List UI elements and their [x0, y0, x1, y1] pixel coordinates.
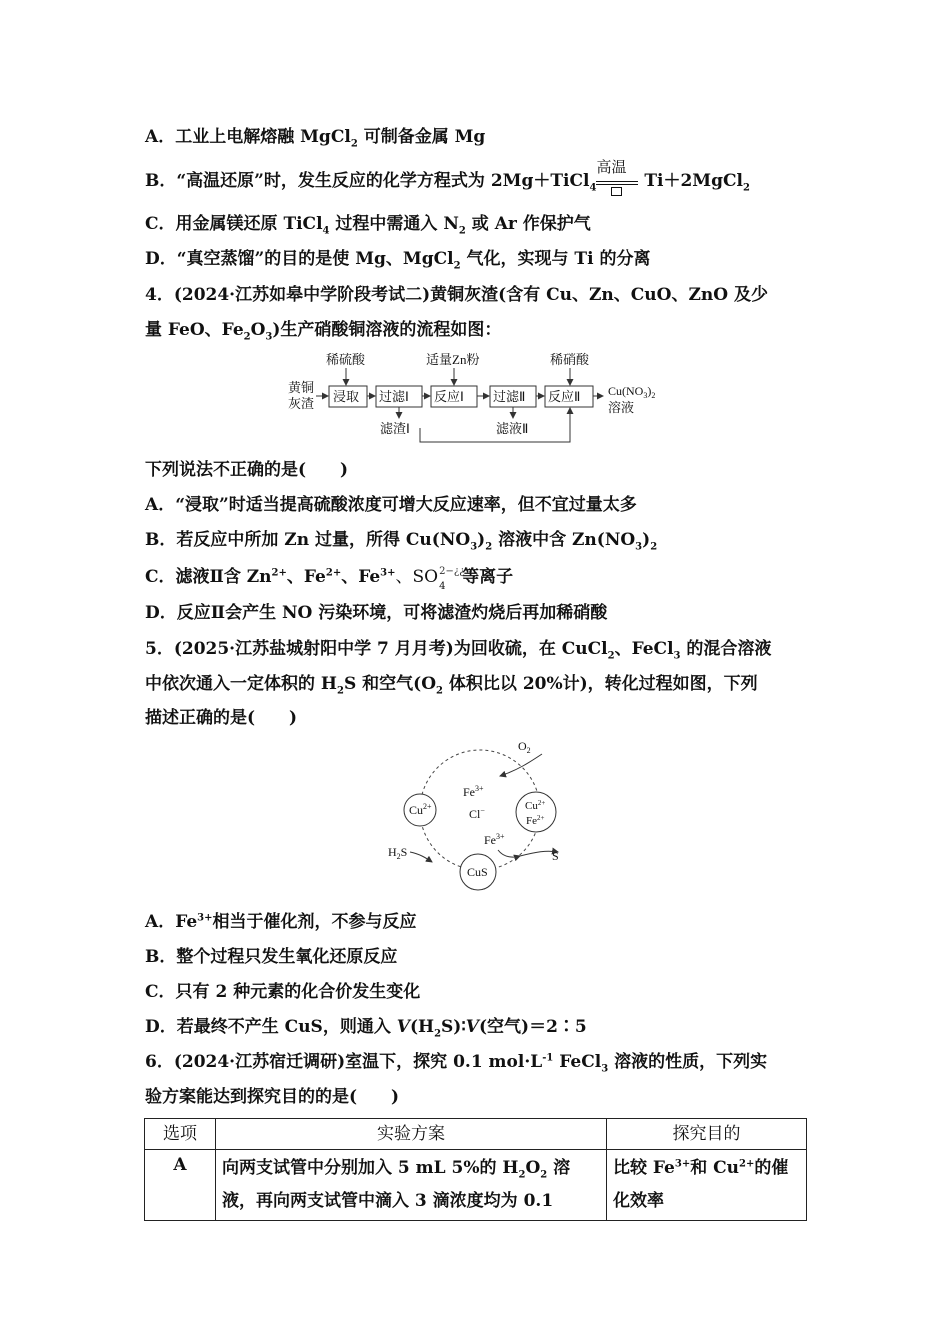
fe3-label-2: $Fe^{3+}$ [484, 832, 505, 847]
raw-material-label-2: 灰渣 [288, 396, 315, 411]
step-label-3: 反应Ⅰ [434, 389, 464, 404]
residue-label-1: 滤渣Ⅰ [380, 421, 410, 436]
q5-option-c: C．只有 2 种元素的化合价发生变化 [145, 982, 421, 1002]
residue-label-2: 滤液Ⅱ [496, 421, 529, 436]
q5-option-a: A．$Fe^{3+}$相当于催化剂，不参与反应 [145, 912, 417, 932]
header-goal: 探究目的 [607, 1119, 807, 1150]
step-label-4: 过滤Ⅱ [493, 389, 526, 404]
o2-label: $O_2$ [518, 739, 531, 755]
q5-option-d: D．若最终不产生 CuS，则通入 $V(H_2S)∶V$(空气)＝2∶5 [145, 1017, 587, 1040]
product-label-1: $Cu(NO_3)_2$ [608, 384, 656, 400]
step-label-2: 过滤Ⅰ [379, 389, 409, 404]
cycle-diagram [380, 732, 580, 897]
q5-option-b: B．整个过程只发生氧化还原反应 [145, 947, 398, 967]
node-cus-label: CuS [467, 865, 488, 879]
reagent-label-1: 稀硫酸 [326, 352, 366, 367]
table-row [145, 1150, 807, 1221]
q5-stem-line1: 5．(2025·江苏盐城射阳中学 7 月月考)为回收硫，在 CuCl$_2$、FeCl$_3$ 的混合溶液 [145, 639, 772, 662]
box-glyph [611, 187, 622, 196]
experiment-table [144, 1118, 807, 1221]
raw-material-label-1: 黄铜 [288, 380, 315, 395]
q6-stem-line1: 6．(2024·江苏宿迁调研)室温下，探究 0.1 $mol\cdot L^{-1}$ FeCl$_3$ 溶液的性质，下列实 [145, 1052, 768, 1075]
product-label-2: 溶液 [608, 400, 635, 415]
header-option: 选项 [145, 1119, 216, 1150]
row-plan: 向两支试管中分别加入 5 mL 5%的 $H_2O_2$ 溶 液，再向两支试管中滴入 3 滴浓度均为 0.1 [216, 1150, 607, 1221]
header-plan: 实验方案 [216, 1119, 607, 1150]
q5-stem-line2: 中依次通入一定体积的 $H_2S$ 和空气($O_2$ 体积比以 20%计)，转化过程如图，下列 [145, 674, 758, 697]
cl-label: Cl− [469, 806, 485, 821]
q3-option-b: B．“高温还原”时，发生反应的化学方程式为 2Mg＋TiCl$_4$ 高温 Ti＋2MgCl$_2$ [145, 170, 750, 192]
s-label: S [552, 849, 559, 863]
q4-stem-line2: 量 FeO、$Fe_2O_3$)生产硝酸铜溶液的流程如图： [145, 320, 502, 343]
fe3-label: $Fe^{3+}$ [463, 784, 484, 799]
q5-stem-line3: 描述正确的是( ) [145, 708, 298, 728]
node-cu-label: $Cu^{2+}$ [409, 802, 432, 817]
row-option: A [145, 1150, 216, 1221]
q4-option-a: A．“浸取”时适当提高硫酸浓度可增大反应速率，但不宜过量太多 [145, 495, 637, 515]
step-label-1: 浸取 [333, 389, 360, 404]
q4-option-b: B．若反应中所加 Zn 过量，所得 $Cu(NO_3)_2$ 溶液中含 $Zn(NO_3)_2$ [145, 530, 658, 553]
step-label-5: 反应Ⅱ [548, 389, 581, 404]
row-goal: 比较 $Fe^{3+}$和 $Cu^{2+}$的催 化效率 [607, 1150, 807, 1221]
node-fe2-label: $Fe^{2+}$ [526, 814, 545, 827]
flow-diagram [280, 348, 680, 448]
q4-option-d: D．反应Ⅱ会产生 NO 污染环境，可将滤渣灼烧后再加稀硝酸 [145, 603, 608, 623]
h2s-label: $H_2S$ [388, 845, 408, 861]
q6-stem-line2: 验方案能达到探究目的的是( ) [145, 1087, 400, 1107]
q4-option-c: C．滤液Ⅱ含 $Zn^{2+}$、$Fe^{2+}$、$Fe^{3+}$、SO 2−¿¿ 4 等离子 [145, 566, 514, 592]
node-cu2-label: $Cu^{2+}$ [525, 799, 546, 812]
q3-option-d: D．“真空蒸馏”的目的是使 Mg、MgCl$_2$ 气化，实现与 Ti 的分离 [145, 249, 651, 272]
reagent-label-3: 稀硝酸 [550, 352, 590, 367]
q3-option-c: C．用金属镁还原 TiCl$_4$ 过程中需通入 $N_2$ 或 Ar 作保护气 [145, 214, 591, 237]
reagent-label-2: 适量Zn粉 [426, 352, 480, 367]
q4-question: 下列说法不正确的是( ) [145, 460, 349, 480]
reaction-condition: 高温 [596, 170, 638, 192]
q4-stem-line1: 4．(2024·江苏如皋中学阶段考试二)黄铜灰渣(含有 Cu、Zn、CuO、ZnO 及少 [145, 285, 768, 305]
table-header-row [145, 1119, 807, 1150]
q3-option-a: A．工业上电解熔融 MgCl$_2$ 可制备金属 Mg [145, 127, 486, 150]
